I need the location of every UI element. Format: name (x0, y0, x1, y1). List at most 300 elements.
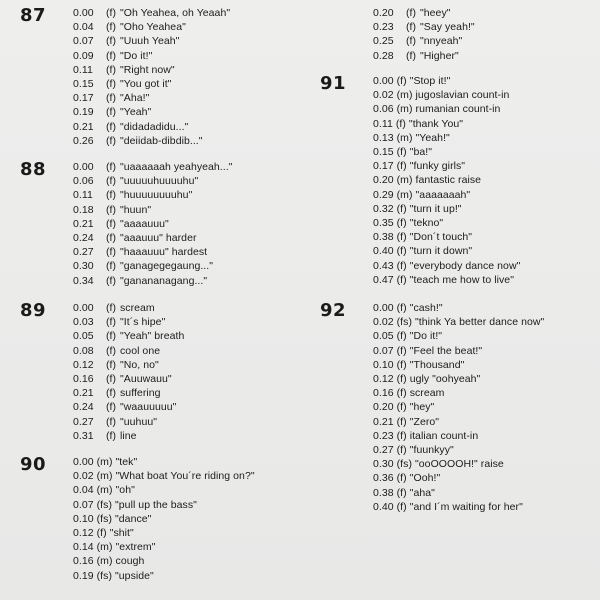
cue-voice: (m) (96, 555, 113, 568)
cue-entry (373, 244, 520, 258)
cue-voice: (f) (106, 316, 117, 329)
cue-entry (73, 400, 184, 414)
cue-time: 0.07 (73, 35, 94, 48)
cue-description: "ganananagang..." (120, 274, 208, 287)
track-number: 87 (20, 5, 47, 26)
cue-voice: (f) (396, 75, 407, 87)
cue-description: "fuunkyy" (409, 444, 454, 457)
cue-description: "aaaaaaah" (415, 188, 471, 201)
cue-voice: (f) (396, 231, 407, 244)
cue-time: 0.40 (373, 245, 394, 258)
cue-time: 0.10 (73, 512, 94, 525)
cue-list (73, 160, 232, 288)
cue-description: rumanian count-in (415, 103, 501, 116)
cue-time: 0.06 (373, 103, 394, 116)
cue-entry (373, 358, 544, 372)
cue-voice: (f) (106, 189, 117, 202)
cue-description: "turn it up!" (409, 202, 462, 215)
cue-time: 0.15 (73, 78, 94, 91)
cue-voice: (f) (396, 500, 407, 513)
cue-entry (73, 274, 232, 288)
cue-time: 0.03 (73, 316, 94, 329)
cue-description: "Aha!" (120, 92, 150, 105)
cue-time: 0.00 (73, 302, 94, 314)
cue-entry (73, 429, 184, 443)
cue-description: "ba!" (409, 146, 433, 159)
cue-entry (373, 6, 475, 20)
cue-time: 0.12 (73, 358, 94, 371)
cue-entry (73, 63, 230, 77)
cue-entry (373, 20, 475, 34)
cue-voice: (f) (106, 21, 117, 34)
cue-time: 0.28 (373, 49, 394, 62)
cue-voice: (m) (96, 484, 113, 497)
cue-time: 0.35 (373, 217, 394, 230)
cue-time: 0.38 (373, 486, 394, 499)
cue-entry (73, 415, 184, 429)
cue-voice: (f) (106, 49, 117, 62)
cue-entry (373, 386, 544, 400)
cue-time: 0.26 (73, 134, 94, 147)
cue-entry (73, 34, 230, 48)
cue-entry (73, 344, 184, 358)
cue-time: 0.11 (73, 189, 93, 202)
cue-description: "Oho Yeahea" (120, 21, 186, 34)
cue-entry (373, 344, 544, 358)
cue-entry (373, 131, 520, 145)
cue-time: 0.25 (373, 35, 394, 48)
cue-time: 0.00 (73, 7, 94, 19)
cue-entry (73, 259, 232, 273)
cue-description: "Zero" (409, 415, 440, 428)
cue-voice: (f) (406, 21, 417, 34)
cue-voice: (f) (106, 161, 117, 173)
cue-entry (73, 315, 184, 329)
cue-description: fantastic raise (415, 174, 482, 187)
cue-voice: (f) (106, 415, 117, 428)
cue-voice: (f) (396, 358, 407, 371)
cue-voice: (m) (396, 89, 413, 102)
cue-time: 0.18 (73, 203, 94, 216)
cue-voice: (f) (106, 134, 117, 147)
cue-time: 0.30 (73, 260, 94, 273)
cue-description: "You got it" (120, 78, 172, 91)
cue-voice: (f) (96, 527, 107, 540)
cue-description: "shit" (109, 527, 134, 540)
cue-voice: (f) (106, 120, 117, 133)
cue-voice: (fs) (96, 569, 113, 582)
cue-description: "It´s hipe" (120, 316, 166, 329)
cue-time: 0.14 (73, 541, 94, 554)
cue-voice: (f) (106, 203, 117, 216)
cue-entry (373, 49, 475, 63)
cue-time: 0.19 (73, 569, 94, 582)
cue-entry (73, 77, 230, 91)
cue-description: "thank You" (408, 117, 464, 130)
cue-description: line (120, 429, 137, 442)
cue-voice: (f) (396, 330, 407, 343)
cue-description: "tekno" (409, 217, 444, 230)
cue-voice: (m) (396, 131, 413, 144)
cue-time: 0.34 (73, 274, 94, 287)
cue-voice: (f) (396, 160, 407, 173)
cue-entry (73, 20, 230, 34)
cue-entry (73, 231, 232, 245)
cue-voice: (f) (396, 302, 407, 314)
cue-voice: (f) (106, 344, 117, 357)
cue-entry (73, 91, 230, 105)
cue-time: 0.38 (373, 231, 394, 244)
cue-description: "Higher" (420, 49, 459, 62)
cue-description: jugoslavian count-in (415, 89, 510, 102)
cue-voice: (m) (396, 174, 413, 187)
cue-description: "upside" (115, 569, 154, 582)
cue-description: "Yeah!" (415, 131, 450, 144)
cue-time: 0.24 (73, 232, 94, 245)
cue-description: "huun" (120, 203, 152, 216)
cue-time: 0.31 (73, 429, 94, 442)
cue-description: "teach me how to live" (409, 273, 514, 286)
cue-entry (373, 429, 544, 443)
cue-list (373, 74, 520, 287)
cue-description: "heey" (420, 7, 451, 19)
cue-description: "tek" (115, 456, 138, 468)
cue-description: "turn it down" (409, 245, 473, 258)
cue-entry (373, 415, 544, 429)
cue-entry (373, 329, 544, 343)
cue-description: "uuuuuhuuuuhu" (120, 175, 199, 188)
cue-time: 0.27 (73, 246, 94, 259)
cue-entry (373, 159, 520, 173)
cue-entry (373, 443, 544, 457)
cue-entry (373, 88, 520, 102)
cue-time: 0.20 (373, 7, 394, 19)
cue-entry (373, 173, 520, 187)
cue-description: "ganagegegaung..." (120, 260, 214, 273)
cue-voice: (f) (406, 49, 417, 62)
cue-time: 0.17 (373, 160, 394, 173)
cue-description: cool one (120, 344, 161, 357)
cue-voice: (f) (396, 344, 407, 357)
cue-time: 0.06 (73, 175, 94, 188)
cue-list (73, 6, 230, 148)
cue-voice: (fs) (96, 512, 113, 525)
cue-entry (373, 230, 520, 244)
cue-time: 0.16 (373, 387, 394, 400)
cue-description: suffering (120, 387, 161, 400)
cue-voice: (f) (396, 259, 407, 272)
cue-voice: (f) (106, 302, 117, 314)
cue-voice: (fs) (396, 458, 413, 471)
cue-time: 0.02 (73, 470, 94, 483)
cue-description: "and I´m waiting for her" (409, 500, 523, 513)
cue-time: 0.09 (73, 49, 94, 62)
cue-time: 0.43 (373, 259, 394, 272)
cue-time: 0.20 (373, 401, 394, 414)
cue-entry (73, 160, 232, 174)
cue-voice: (f) (106, 175, 117, 188)
cue-time: 0.04 (73, 484, 94, 497)
cue-voice: (f) (396, 444, 407, 457)
cue-description: "Ooh!" (409, 472, 441, 485)
cue-description: "Yeah" breath (120, 330, 185, 343)
cue-time: 0.16 (73, 373, 94, 386)
cue-description: "huuuuuuuuhu" (120, 189, 193, 202)
cue-voice: (fs) (396, 316, 413, 329)
cue-entry (73, 372, 184, 386)
cue-entry (373, 471, 544, 485)
cue-list (373, 6, 475, 63)
cue-voice: (m) (96, 456, 113, 468)
cue-time: 0.15 (373, 146, 394, 159)
cue-time: 0.10 (373, 358, 394, 371)
cue-description: cough (115, 555, 145, 568)
cue-entry (73, 120, 230, 134)
cue-entry (73, 498, 255, 512)
cue-voice: (f) (396, 202, 407, 215)
cue-time: 0.12 (373, 373, 394, 386)
cue-time: 0.27 (73, 415, 94, 428)
cue-entry (73, 512, 255, 526)
cue-voice: (f) (396, 146, 407, 159)
cue-time: 0.21 (73, 120, 94, 133)
cue-voice: (f) (406, 35, 417, 48)
cue-entry (73, 358, 184, 372)
cue-voice: (f) (106, 246, 117, 259)
cue-entry (73, 329, 184, 343)
cue-list (373, 301, 544, 514)
cue-entry (73, 386, 184, 400)
cue-entry (373, 216, 520, 230)
cue-entry (373, 457, 544, 471)
cue-description: "uuhuu" (120, 415, 158, 428)
cue-description: "everybody dance now" (409, 259, 521, 272)
cue-time: 0.36 (373, 472, 394, 485)
cue-description: "deiidab-dibdib..." (120, 134, 203, 147)
cue-time: 0.30 (373, 458, 394, 471)
cue-time: 0.07 (73, 498, 94, 511)
cue-time: 0.23 (373, 21, 394, 34)
cue-time: 0.21 (73, 387, 94, 400)
cue-description: "funky girls" (409, 160, 466, 173)
cue-entry (73, 49, 230, 63)
cue-voice: (f) (106, 358, 117, 371)
cue-description: "hey" (409, 401, 435, 414)
cue-description: "Do it!" (120, 49, 153, 62)
cue-time: 0.04 (73, 21, 94, 34)
cue-description: "waauuuuu" (120, 401, 177, 414)
cue-entry (73, 483, 255, 497)
cue-time: 0.07 (373, 344, 394, 357)
cue-description: "think Ya better dance now" (415, 316, 545, 329)
cue-entry (73, 554, 255, 568)
cue-description: "What boat You´re riding on?" (115, 470, 255, 483)
cue-voice: (f) (106, 217, 117, 230)
cue-entry (73, 540, 255, 554)
cue-time: 0.00 (73, 456, 94, 468)
cue-time: 0.08 (73, 344, 94, 357)
cue-description: "No, no" (120, 358, 159, 371)
cue-voice: (f) (106, 106, 117, 119)
cue-entry (73, 569, 255, 583)
cue-time: 0.00 (373, 75, 394, 87)
cue-voice: (f) (106, 35, 117, 48)
cue-voice: (f) (106, 260, 117, 273)
cue-description: "Stop it!" (409, 75, 451, 87)
cue-description: italian count-in (409, 429, 479, 442)
cue-entry (73, 134, 230, 148)
cue-time: 0.17 (73, 92, 94, 105)
cue-voice: (f) (396, 472, 407, 485)
cue-voice: (f) (106, 429, 117, 442)
cue-time: 0.02 (373, 316, 394, 329)
cue-voice: (f) (396, 415, 407, 428)
cue-entry (73, 105, 230, 119)
cue-description: "aaauuu" harder (120, 232, 197, 245)
cue-description: "Auuwauu" (120, 373, 172, 386)
cue-entry (373, 259, 520, 273)
cue-description: "Don´t touch" (409, 231, 473, 244)
cue-voice: (f) (106, 330, 117, 343)
cue-description: ugly "oohyeah" (409, 373, 481, 386)
cue-voice: (m) (96, 541, 113, 554)
cue-entry (373, 500, 544, 514)
cue-description: "ooOOOOH!" raise (415, 458, 504, 471)
cue-voice: (m) (396, 188, 413, 201)
cue-entry (73, 469, 255, 483)
cue-description: "cash!" (409, 302, 443, 314)
cue-entry (73, 174, 232, 188)
cue-description: scream (409, 387, 445, 400)
cue-voice: (f) (396, 373, 407, 386)
cue-voice: (f) (106, 63, 117, 76)
cue-time: 0.02 (373, 89, 394, 102)
cue-voice: (f) (106, 78, 117, 91)
cue-time: 0.13 (373, 131, 394, 144)
cue-description: "aaaauuu" (120, 217, 169, 230)
cue-entry (373, 145, 520, 159)
cue-entry (373, 202, 520, 216)
cue-description: "Oh Yeahea, oh Yeaah" (120, 7, 231, 19)
cue-time: 0.05 (73, 330, 94, 343)
cue-description: "nnyeah" (420, 35, 463, 48)
cue-voice: (f) (396, 429, 407, 442)
cue-time: 0.00 (73, 161, 94, 173)
cue-voice: (f) (396, 486, 407, 499)
cue-entry (373, 273, 520, 287)
cue-entry (373, 301, 544, 315)
cue-entry (73, 6, 230, 20)
cue-description: "haaauuu" hardest (120, 246, 208, 259)
cue-voice: (m) (96, 470, 113, 483)
cue-description: "Thousand" (409, 358, 465, 371)
cue-voice: (f) (396, 217, 407, 230)
cue-time: 0.27 (373, 444, 394, 457)
cue-entry (373, 315, 544, 329)
cue-time: 0.24 (73, 401, 94, 414)
cue-entry (373, 34, 475, 48)
cue-entry (73, 203, 232, 217)
cue-list (73, 455, 255, 583)
cue-description: "Yeah" (120, 106, 152, 119)
track-number: 88 (20, 159, 47, 180)
cue-voice: (fs) (96, 498, 113, 511)
cue-entry (373, 74, 520, 88)
cue-time: 0.29 (373, 188, 394, 201)
cue-entry (73, 217, 232, 231)
track-number: 92 (320, 300, 347, 321)
cue-list (73, 301, 184, 443)
cue-description: "Do it!" (409, 330, 443, 343)
cue-voice: (f) (396, 273, 407, 286)
cue-voice: (f) (395, 117, 406, 130)
cue-entry (373, 188, 520, 202)
cue-entry (73, 188, 232, 202)
cue-time: 0.21 (373, 415, 394, 428)
cue-voice: (f) (396, 401, 407, 414)
cue-description: "uaaaaaah yeahyeah..." (120, 161, 233, 173)
cue-time: 0.11 (73, 63, 93, 76)
cue-time: 0.20 (373, 174, 394, 187)
track-number: 89 (20, 300, 47, 321)
cue-description: "dance" (115, 512, 152, 525)
cue-voice: (f) (106, 7, 117, 19)
cue-entry (73, 455, 255, 469)
cue-voice: (f) (106, 274, 117, 287)
cue-description: "didadadidu..." (120, 120, 189, 133)
cue-description: scream (120, 302, 155, 314)
cue-entry (373, 400, 544, 414)
cue-time: 0.32 (373, 202, 394, 215)
cue-entry (373, 117, 520, 131)
cue-voice: (f) (396, 245, 407, 258)
cue-description: "pull up the bass" (115, 498, 197, 511)
cue-description: "aha" (409, 486, 435, 499)
cue-description: "oh" (115, 484, 135, 497)
cue-voice: (f) (406, 7, 417, 19)
cue-time: 0.05 (373, 330, 394, 343)
cue-entry (73, 526, 255, 540)
cue-voice: (f) (106, 373, 117, 386)
cue-entry (373, 372, 544, 386)
cue-time: 0.47 (373, 273, 394, 286)
cue-time: 0.23 (373, 429, 394, 442)
cue-voice: (m) (396, 103, 413, 116)
cue-time: 0.21 (73, 217, 94, 230)
cue-time: 0.11 (373, 117, 393, 130)
cue-entry (373, 102, 520, 116)
cue-entry (73, 301, 184, 315)
cue-description: "Feel the beat!" (409, 344, 483, 357)
cue-time: 0.40 (373, 500, 394, 513)
cue-time: 0.12 (73, 527, 94, 540)
cue-entry (73, 245, 232, 259)
cue-description: "Uuuh Yeah" (120, 35, 180, 48)
cue-description: "Right now" (120, 63, 175, 76)
cue-description: "extrem" (115, 541, 156, 554)
cue-voice: (f) (106, 401, 117, 414)
cue-time: 0.00 (373, 302, 394, 314)
cue-entry (373, 486, 544, 500)
cue-description: "Say yeah!" (420, 21, 475, 34)
cue-time: 0.16 (73, 555, 94, 568)
track-number: 91 (320, 73, 347, 94)
track-number: 90 (20, 454, 47, 475)
cue-time: 0.19 (73, 106, 94, 119)
cue-voice: (f) (106, 387, 117, 400)
cue-voice: (f) (106, 232, 117, 245)
cue-voice: (f) (106, 92, 117, 105)
